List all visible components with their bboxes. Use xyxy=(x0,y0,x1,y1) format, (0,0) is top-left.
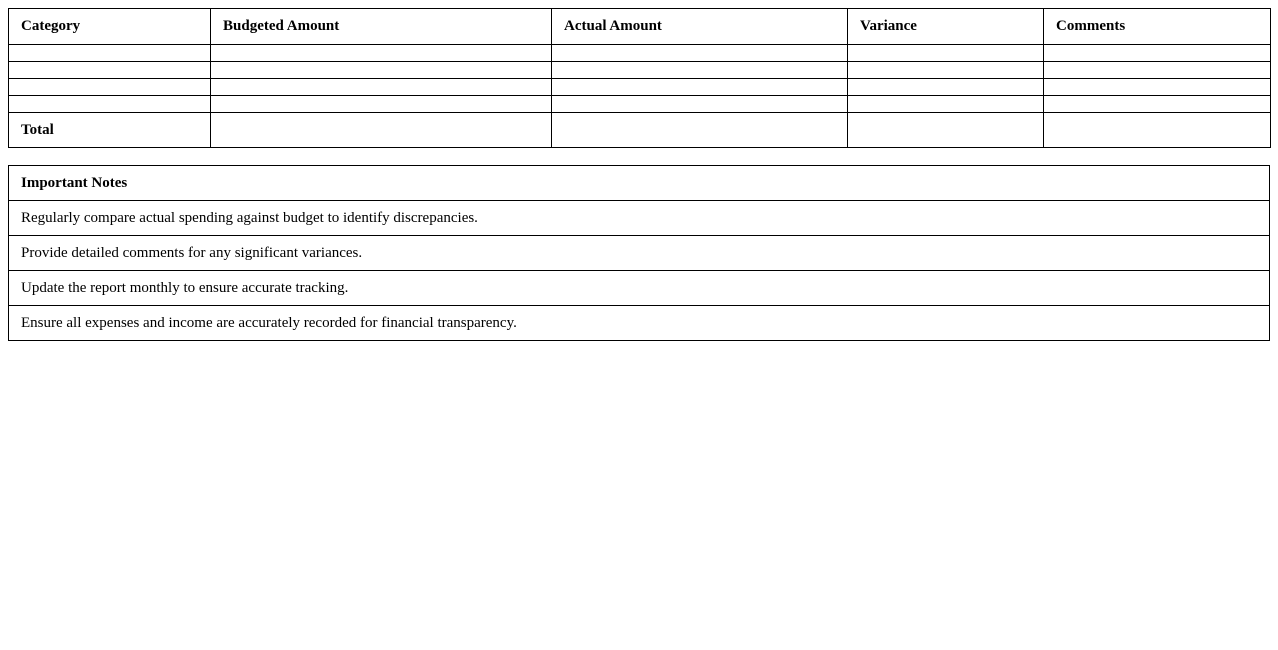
column-header-category: Category xyxy=(9,9,211,45)
notes-title: Important Notes xyxy=(9,166,1270,201)
notes-table xyxy=(8,165,1270,341)
table-cell-comments[interactable] xyxy=(1044,45,1271,62)
header-row xyxy=(9,9,1271,45)
column-header-actual-amount: Actual Amount xyxy=(552,9,848,45)
table-cell-actual-amount[interactable] xyxy=(552,45,848,62)
table-cell-comments[interactable] xyxy=(1044,62,1271,79)
table-cell-comments[interactable] xyxy=(1044,79,1271,96)
budget-table xyxy=(8,8,1271,148)
table-cell-actual-amount[interactable] xyxy=(552,79,848,96)
note-row xyxy=(9,236,1270,271)
total-budgeted-amount[interactable] xyxy=(211,113,552,148)
table-cell-budgeted-amount[interactable] xyxy=(211,62,552,79)
table-cell-variance[interactable] xyxy=(848,79,1044,96)
table-cell-category[interactable] xyxy=(9,62,211,79)
table-cell-actual-amount[interactable] xyxy=(552,96,848,113)
note-item: Provide detailed comments for any significant variances. xyxy=(9,236,1270,271)
table-cell-category[interactable] xyxy=(9,96,211,113)
table-row xyxy=(9,45,1271,62)
note-item: Update the report monthly to ensure accurate tracking. xyxy=(9,271,1270,306)
total-actual-amount[interactable] xyxy=(552,113,848,148)
total-label: Total xyxy=(9,113,211,148)
note-item: Regularly compare actual spending against budget to identify discrepancies. xyxy=(9,201,1270,236)
notes-header-row xyxy=(9,166,1270,201)
total-comments[interactable] xyxy=(1044,113,1271,148)
table-cell-budgeted-amount[interactable] xyxy=(211,96,552,113)
column-header-budgeted-amount: Budgeted Amount xyxy=(211,9,552,45)
note-row xyxy=(9,271,1270,306)
table-cell-comments[interactable] xyxy=(1044,96,1271,113)
total-row xyxy=(9,113,1271,148)
table-cell-variance[interactable] xyxy=(848,96,1044,113)
table-cell-variance[interactable] xyxy=(848,45,1044,62)
table-row xyxy=(9,96,1271,113)
table-row xyxy=(9,62,1271,79)
table-cell-category[interactable] xyxy=(9,45,211,62)
total-variance[interactable] xyxy=(848,113,1044,148)
table-cell-variance[interactable] xyxy=(848,62,1044,79)
table-cell-actual-amount[interactable] xyxy=(552,62,848,79)
table-row xyxy=(9,79,1271,96)
note-row xyxy=(9,306,1270,341)
table-cell-budgeted-amount[interactable] xyxy=(211,45,552,62)
column-header-variance: Variance xyxy=(848,9,1044,45)
column-header-comments: Comments xyxy=(1044,9,1271,45)
note-item: Ensure all expenses and income are accurately recorded for financial transparency. xyxy=(9,306,1270,341)
table-cell-budgeted-amount[interactable] xyxy=(211,79,552,96)
table-cell-category[interactable] xyxy=(9,79,211,96)
note-row xyxy=(9,201,1270,236)
